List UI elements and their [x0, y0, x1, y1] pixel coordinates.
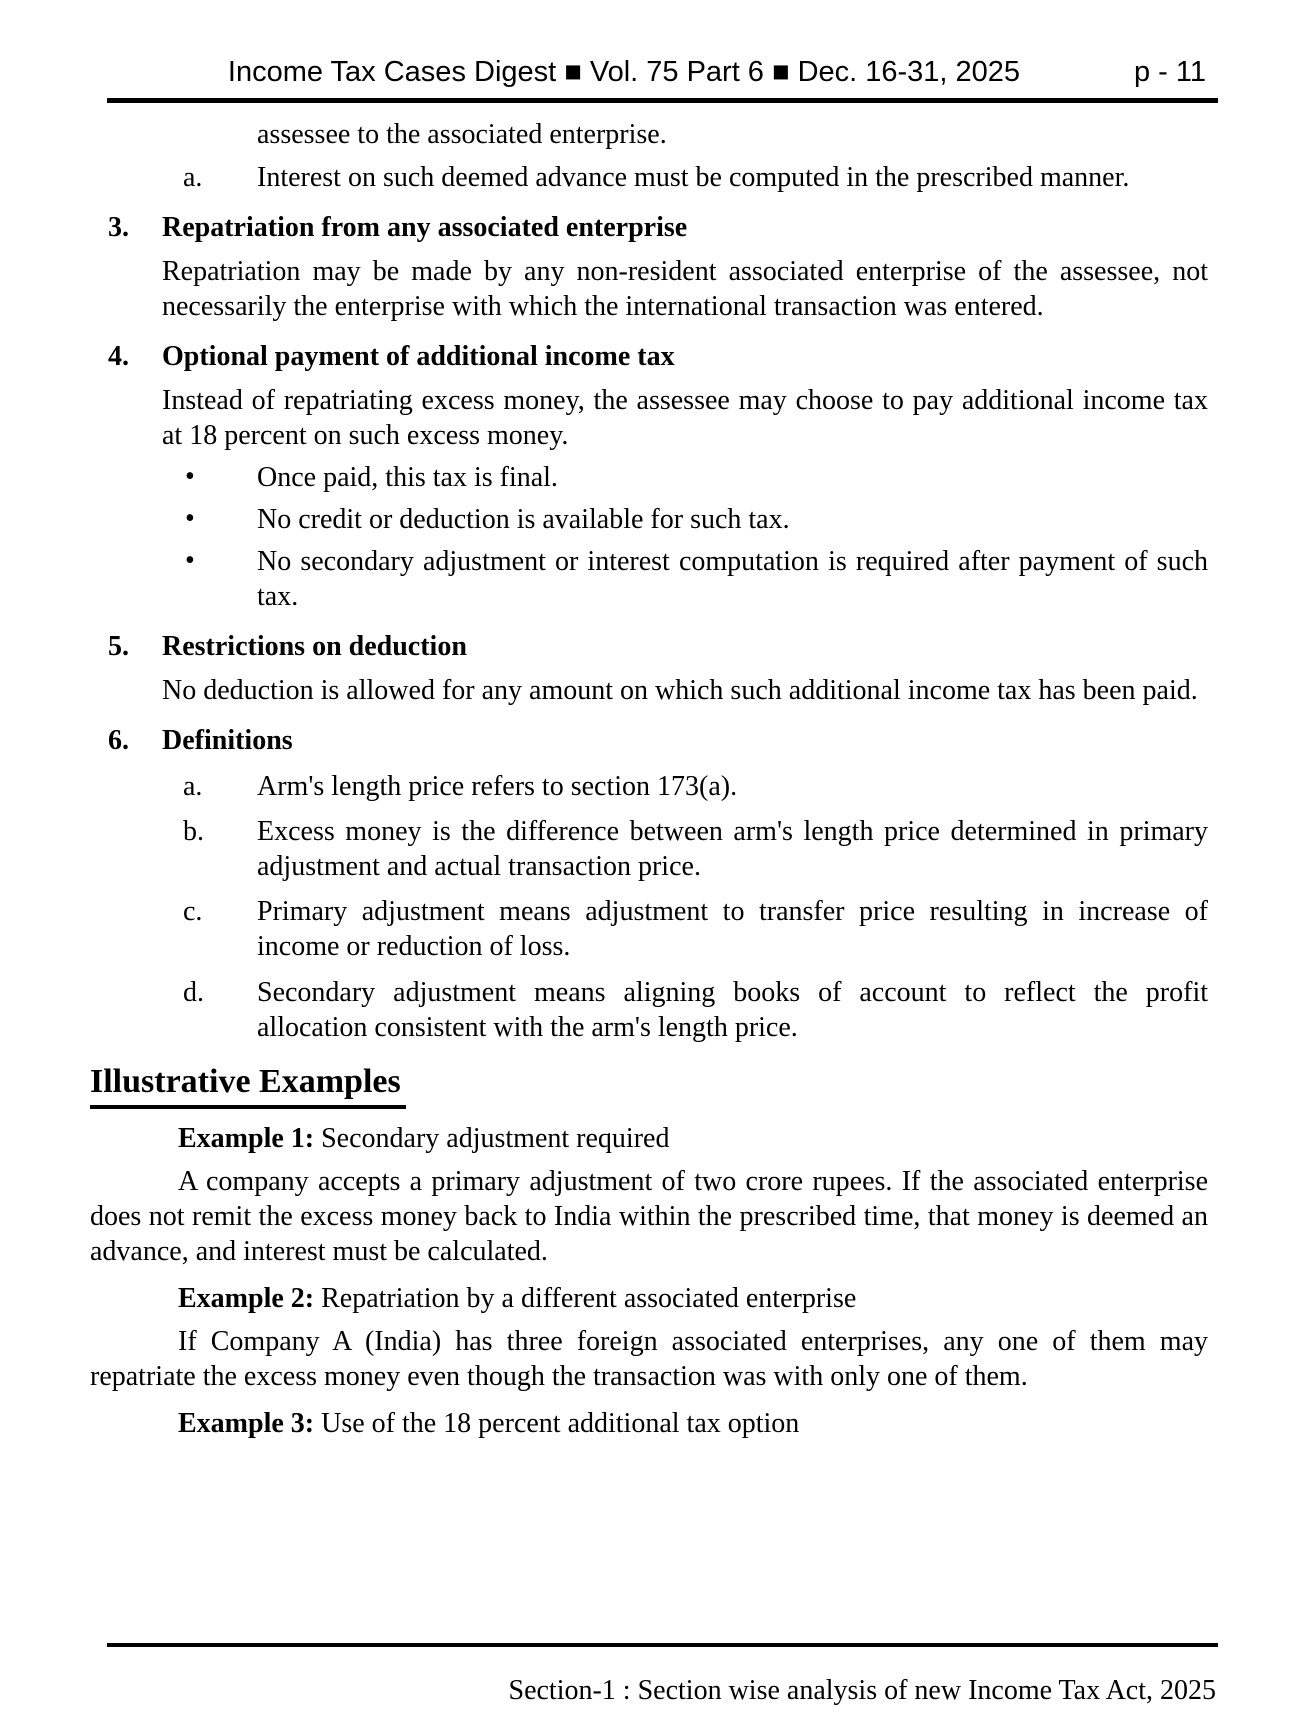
section-3-heading — [90, 210, 1208, 245]
definition-item-c — [183, 894, 1208, 964]
footer-text: Section-1 : Section wise analysis of new Income Tax Act, 2025 — [508, 1675, 1216, 1706]
section-4-heading — [90, 339, 1208, 374]
item-text: Primary adjustment means adjustment to transfer price resulting in increase of income or reduction of loss. — [257, 896, 1208, 962]
section-number: 4. — [108, 341, 129, 372]
bullet-item — [183, 544, 1208, 614]
carryover-continuation-line: assessee to the associated enterprise. — [257, 119, 667, 150]
definition-item-a — [183, 769, 1208, 804]
definition-item-b — [183, 814, 1208, 884]
example-label: Example 1: — [178, 1123, 315, 1154]
bullet-icon: • — [185, 545, 195, 576]
bullet-text: No credit or deduction is available for such tax. — [257, 504, 790, 535]
example-3-title — [90, 1406, 1208, 1441]
page-content — [90, 0, 1208, 1441]
item-label: b. — [183, 816, 204, 847]
section-number: 3. — [108, 212, 129, 243]
bullet-item — [183, 502, 1208, 537]
item-text: Excess money is the difference between arm's length price determined in primary adjustment and actual transaction price. — [257, 816, 1208, 882]
item-text: Secondary adjustment means aligning books of account to reflect the profit allocation consistent with the arm's length price. — [257, 977, 1208, 1043]
carryover-item — [183, 160, 1208, 195]
item-label: a. — [183, 771, 203, 802]
example-label: Example 3: — [178, 1408, 315, 1439]
item-text: Interest on such deemed advance must be computed in the prescribed manner. — [257, 162, 1130, 193]
item-text: Arm's length price refers to section 173(a). — [257, 771, 738, 802]
section-title: Repatriation from any associated enterprise — [162, 212, 688, 243]
example-2-title — [90, 1281, 1208, 1316]
page-header — [90, 0, 1208, 103]
example-title-text: Secondary adjustment required — [321, 1123, 670, 1154]
bullet-item — [183, 460, 1208, 495]
section-5-heading — [90, 629, 1208, 664]
section-title: Definitions — [162, 725, 293, 756]
section-6-heading — [90, 723, 1208, 758]
section-number: 5. — [108, 631, 129, 662]
illustrative-examples-heading — [90, 1060, 1208, 1109]
example-1-title — [90, 1121, 1208, 1156]
main-text — [90, 117, 1208, 1441]
bullet-icon: • — [185, 461, 195, 492]
item-label: c. — [183, 896, 203, 927]
section-3-paragraph: Repatriation may be made by any non-resident associated enterprise of the assessee, not necessarily the enterprise with which the international transaction was entered. — [162, 256, 1208, 322]
example-label: Example 2: — [178, 1283, 315, 1314]
section-title: Optional payment of additional income tax — [162, 341, 675, 372]
section-number: 6. — [108, 725, 129, 756]
illustrative-examples-heading-text: Illustrative Examples — [90, 1060, 406, 1109]
header-rule — [107, 98, 1218, 103]
example-2-body: If Company A (India) has three foreign associated enterprises, any one of them may repatriate the excess money even though the transaction was with only one of them. — [90, 1326, 1208, 1392]
page-number: p - 11 — [1133, 56, 1206, 88]
example-title-text: Repatriation by a different associated enterprise — [321, 1283, 857, 1314]
item-label: d. — [183, 977, 204, 1008]
example-1-body: A company accepts a primary adjustment of two crore rupees. If the associated enterprise does not remit the excess money back to India within the prescribed time, that money is deemed an advance, and interest must be calculated. — [90, 1166, 1208, 1267]
example-title-text: Use of the 18 percent additional tax option — [321, 1408, 800, 1439]
bullet-icon: • — [185, 503, 195, 534]
page-footer — [90, 1643, 1216, 1709]
footer-rule — [107, 1643, 1218, 1647]
bullet-text: No secondary adjustment or interest computation is required after payment of such tax. — [257, 546, 1208, 612]
section-4-paragraph: Instead of repatriating excess money, the assessee may choose to pay additional income tax at 18 percent on such excess money. — [162, 385, 1208, 451]
section-title: Restrictions on deduction — [162, 631, 467, 662]
running-head-title: Income Tax Cases Digest ■ Vol. 75 Part 6 ■ Dec. 16-31, 2025 — [227, 56, 1021, 88]
definition-item-d — [183, 975, 1208, 1045]
item-label: a. — [183, 162, 203, 193]
bullet-text: Once paid, this tax is final. — [257, 462, 558, 493]
section-5-paragraph: No deduction is allowed for any amount on which such additional income tax has been paid. — [162, 675, 1198, 706]
